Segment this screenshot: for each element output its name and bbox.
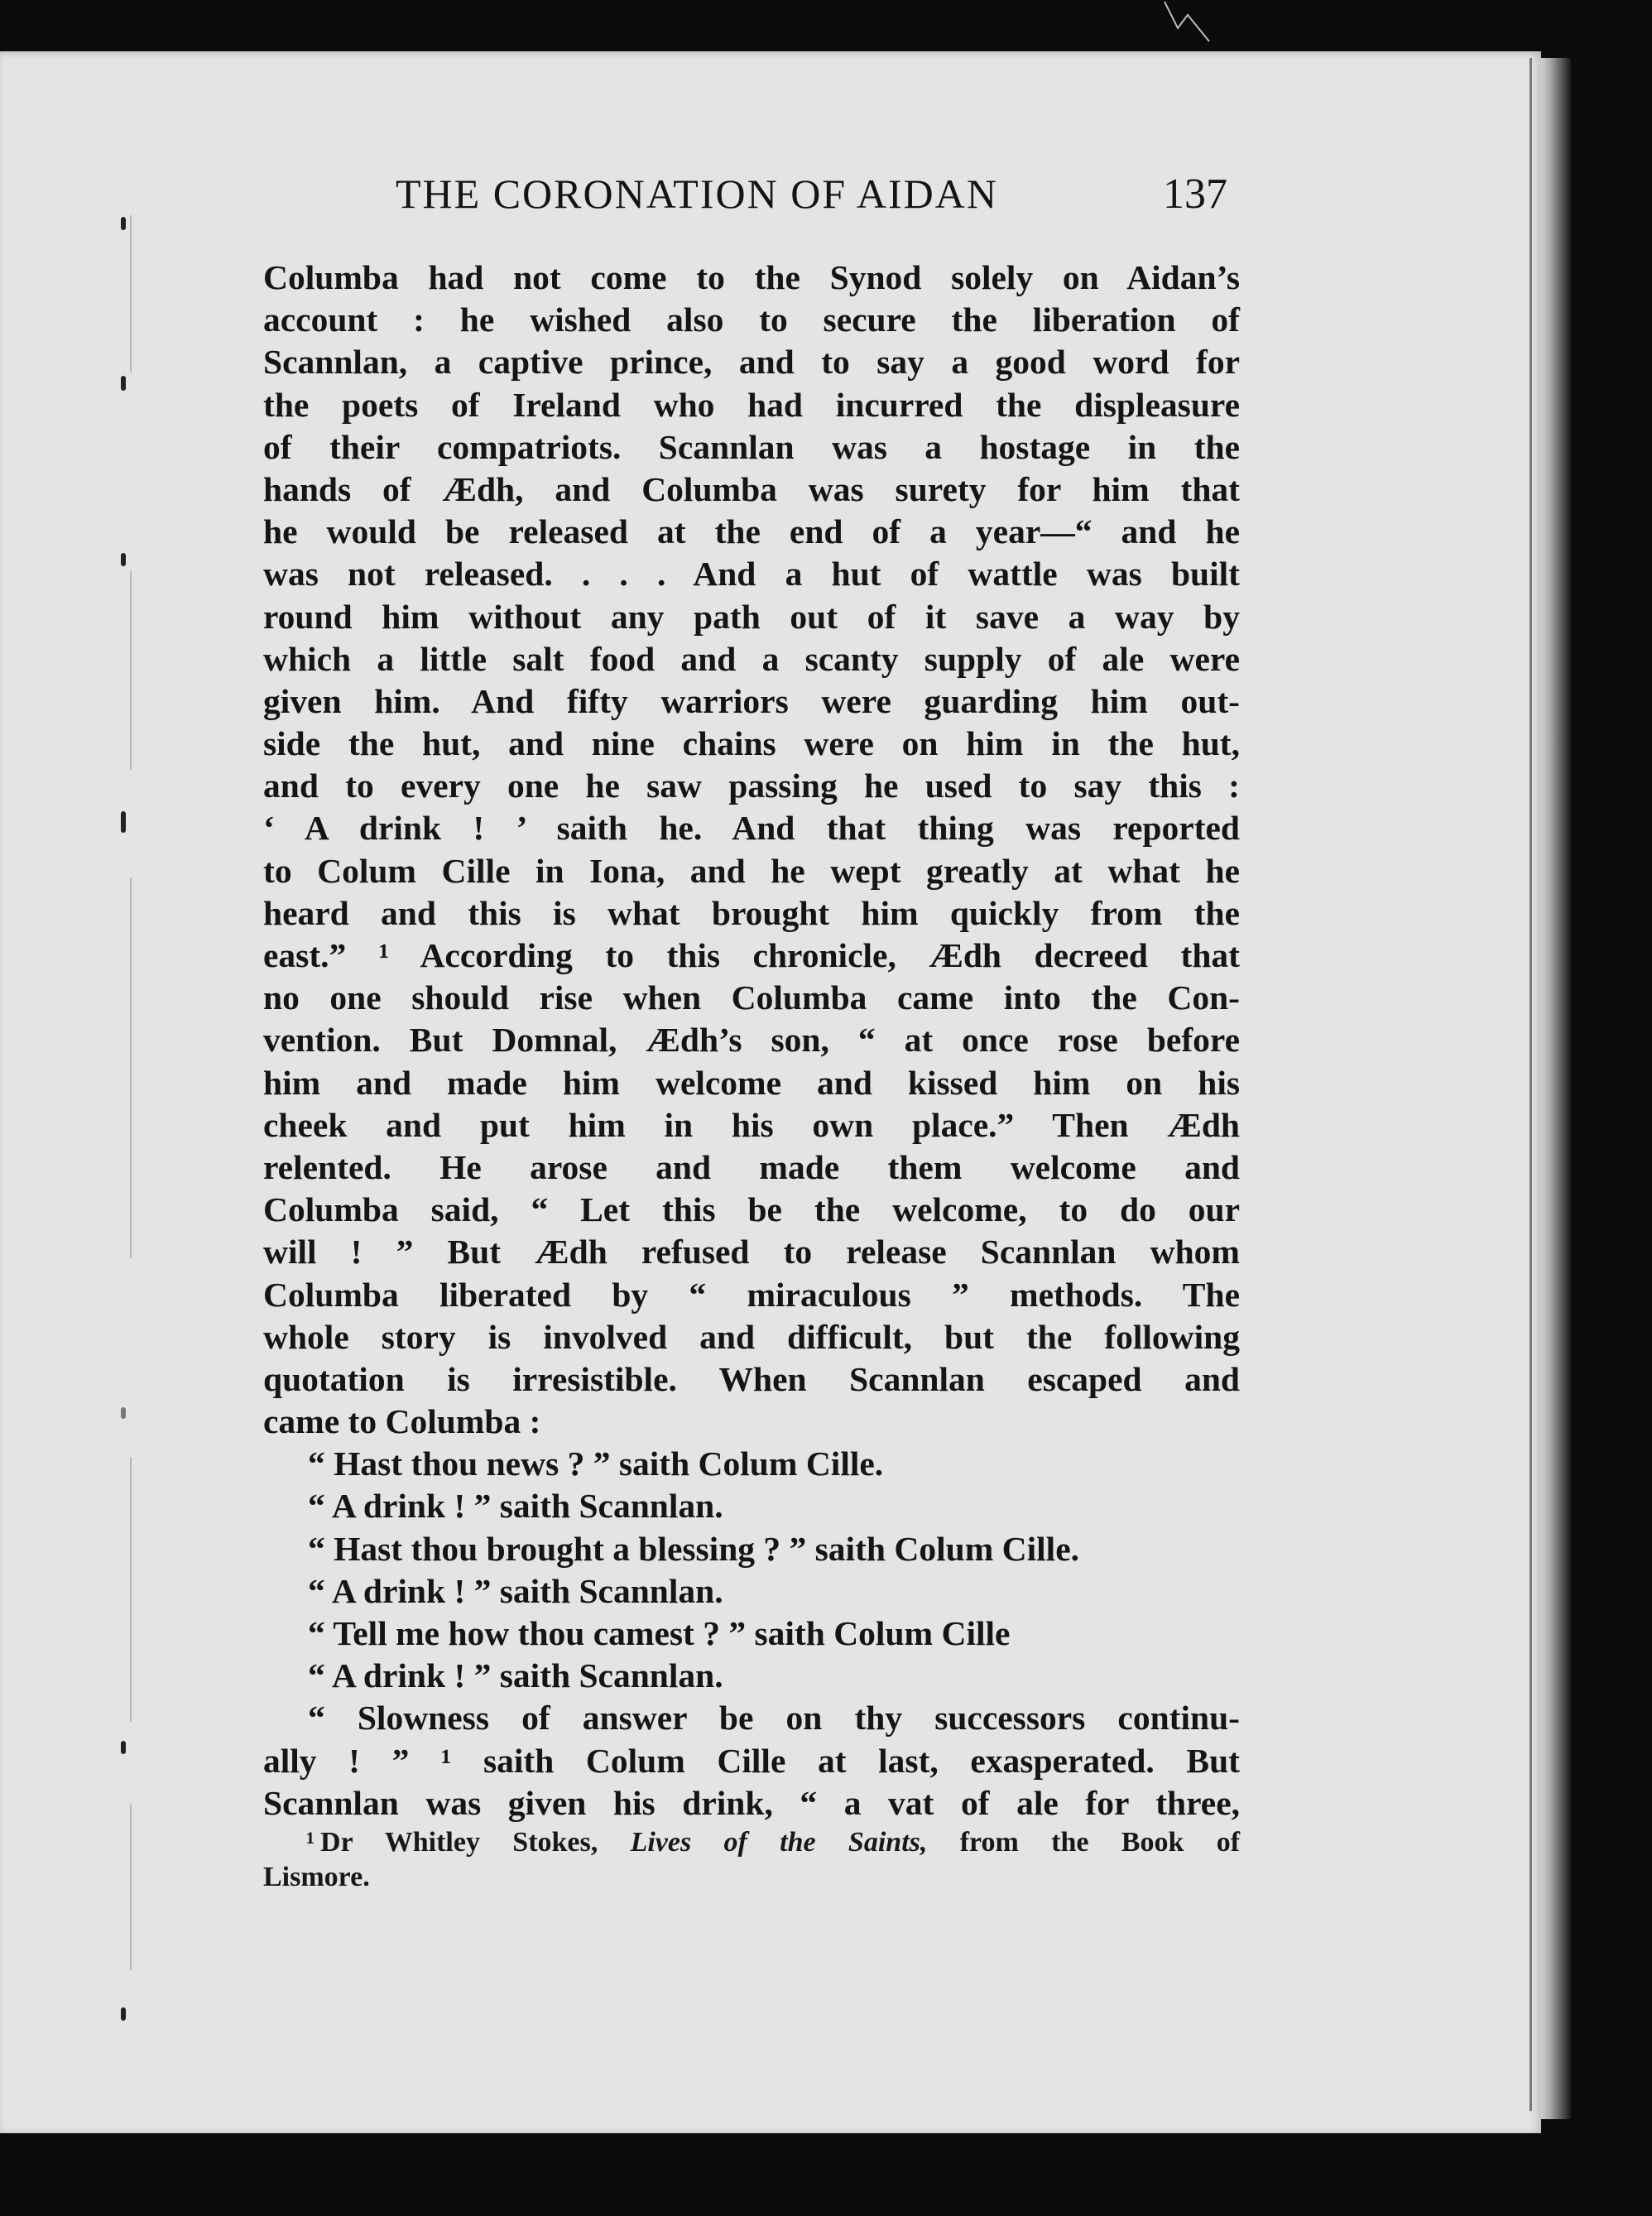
text-line: Columba said, “ Let this be the welcome, to do our [263,1190,1240,1229]
footnote-author: Dr Whitley Stokes, [320,1827,598,1858]
gutter-line [130,1457,132,1722]
running-head: THE CORONATION OF AIDAN [396,171,998,217]
text-line: cheek and put him in his own place.” Then Ædh [263,1105,1240,1144]
text-line: came to Columba : [263,1402,541,1441]
footnote-marker: ¹ [306,1827,315,1858]
dialogue-line: “ Hast thou news ? ” saith Colum Cille. [308,1444,884,1483]
text-line: him and made him welcome and kissed him on his [263,1063,1240,1102]
footnote-title: Lives of the Saints, [630,1827,928,1858]
text-line: side the hut, and nine chains were on him in the hut, [263,724,1240,763]
margin-mark [121,1741,126,1754]
text-line: and to every one he saw passing he used to say this : [263,767,1240,805]
text-line: will ! ” But Ædh refused to release Scannlan whom [263,1233,1240,1271]
text-line: heard and this is what brought him quickly from the [263,893,1240,932]
text-line: he would be released at the end of a year—“ and he [263,512,1240,551]
binding-crease-mark [1163,0,1213,51]
footnote-source: from the Book of [959,1827,1241,1858]
text-line: account : he wished also to secure the liberation of [263,300,1240,339]
text-line: relented. He arose and made them welcome and [263,1147,1240,1186]
text-line: hands of Ædh, and Columba was surety for him that [263,469,1240,508]
text-line: was not released. . . . And a hut of wattle was built [263,555,1240,594]
text-line: the poets of Ireland who had incurred the displeasure [263,385,1240,424]
footnote-line [263,1825,1240,1860]
text-line: whole story is involved and difficult, but the following [263,1317,1240,1356]
text-line: quotation is irresistible. When Scannlan escaped and [263,1359,1240,1398]
body-text [263,257,1240,1824]
page-edge-shadow [1541,58,1571,2119]
page-header [0,170,1652,228]
gutter-line [130,215,132,373]
footnote-line: Lismore. [263,1862,370,1892]
margin-mark [121,1407,126,1419]
dialogue-line: “ A drink ! ” saith Scannlan. [308,1571,723,1610]
text-line: to Colum Cille in Iona, and he wept greatly at what he [263,851,1240,890]
text-line: Columba liberated by “ miraculous ” methods. The [263,1275,1240,1314]
text-line: east.” ¹ According to this chronicle, Ædh decreed that [263,936,1240,974]
gutter-line [130,877,132,1258]
text-line: no one should rise when Columba came into the Con- [263,978,1240,1017]
dialogue-line: “ Hast thou brought a blessing ? ” saith Colum Cille. [308,1529,1079,1568]
text-line: vention. But Domnal, Ædh’s son, “ at once rose before [263,1021,1240,1060]
text-line: Columba had not come to the Synod solely on Aidan’s [263,258,1240,296]
text-line: ally ! ” ¹ saith Colum Cille at last, exasperated. But [263,1741,1240,1780]
gutter-line [130,1805,132,1970]
text-line: given him. And fifty warriors were guarding him out- [263,681,1240,720]
gutter-line [130,571,132,770]
dialogue-line: “ Tell me how thou camest ? ” saith Colum Cille [308,1614,1011,1652]
footnote [263,1825,1240,1895]
margin-mark [121,2007,126,2021]
margin-mark [121,553,126,566]
page-number: 137 [1163,171,1227,218]
text-line: round him without any path out of it save a way by [263,597,1240,636]
page-edge-rule [1530,58,1532,2111]
text-line: “ Slowness of answer be on thy successors continu- [308,1699,1240,1738]
text-line: ‘ A drink ! ’ saith he. And that thing was reported [263,809,1240,848]
text-line: Scannlan, a captive prince, and to say a good word for [263,343,1240,382]
text-line: which a little salt food and a scanty supply of ale were [263,639,1240,678]
margin-mark [121,376,126,391]
dialogue-line: “ A drink ! ” saith Scannlan. [308,1656,723,1695]
margin-mark [121,811,126,833]
dialogue-line: “ A drink ! ” saith Scannlan. [308,1487,723,1526]
text-line: of their compatriots. Scannlan was a hostage in the [263,427,1240,466]
text-line: Scannlan was given his drink, “ a vat of ale for three, [263,1783,1240,1822]
